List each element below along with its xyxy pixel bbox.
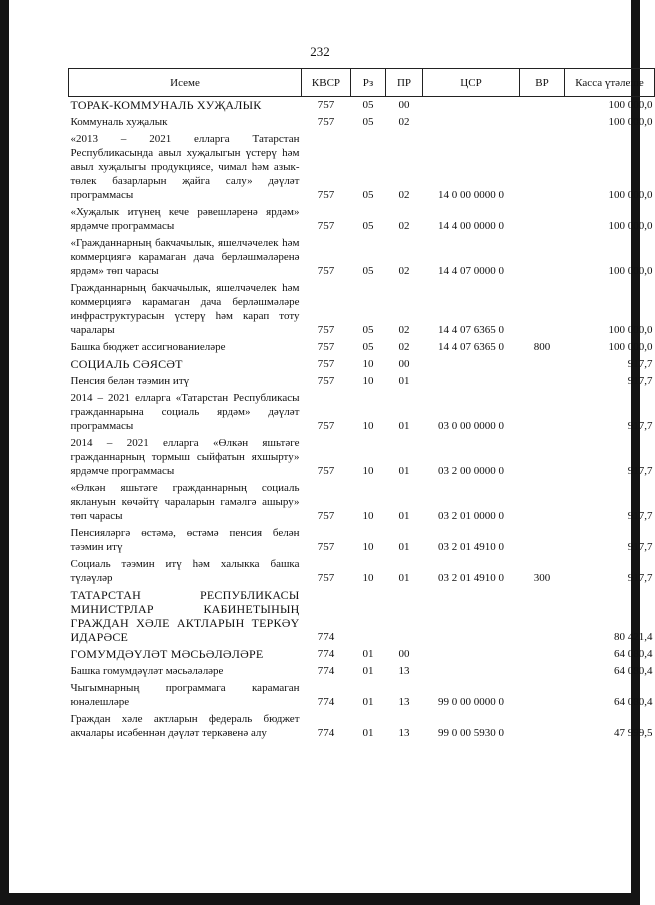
cell-rz: 05 [362, 220, 374, 232]
cell-kvsr: 757 [317, 265, 335, 277]
cell-pr: 01 [398, 465, 410, 477]
cell-rz: 10 [362, 358, 374, 370]
cell-sum: 80 421,4 [614, 631, 653, 643]
header-rz: Рз [351, 69, 386, 97]
page-number: 232 [310, 44, 330, 59]
cell-pr: 02 [398, 116, 410, 128]
cell-kvsr: 757 [317, 358, 335, 370]
cell-kvsr: 757 [317, 465, 335, 477]
cell-csr [423, 114, 520, 131]
cell-sum: 917,7 [627, 510, 653, 522]
cell-csr: 14 4 07 6365 0 [438, 324, 504, 336]
table-body [69, 97, 655, 743]
cell-vr [520, 235, 565, 280]
cell-sum: 47 999,5 [614, 727, 653, 739]
cell-rz [351, 587, 386, 646]
cell-name: Гражданнарның бакчачылык, яшелчәчелек һәм коммерциягә карамаган дача берләшмәләре инфраструктурасын үстерү һәм карап тоту чаралары [70, 282, 300, 336]
cell-rz: 10 [362, 375, 374, 387]
cell-name: ТАТАРСТАН РЕСПУБЛИКАСЫ МИНИСТРЛАР КАБИНЕТЫНЫҢ ГРАЖДАН ХӘЛЕ АКТЛАРЫН ТЕРКӘҮ ИДАРӘСЕ [70, 588, 300, 644]
cell-name: Граждан хәле актларын федераль бюджет акчалары исәбеннән дәүләт теркәвенә алу [70, 713, 300, 739]
cell-vr [520, 435, 565, 480]
cell-csr: 99 0 00 5930 0 [438, 727, 504, 739]
cell-kvsr: 757 [317, 324, 335, 336]
cell-kvsr: 757 [317, 99, 335, 111]
cell-sum: 917,7 [627, 420, 653, 432]
cell-pr: 02 [398, 189, 410, 201]
cell-pr: 02 [398, 324, 410, 336]
cell-vr [520, 525, 565, 556]
cell-pr: 01 [398, 572, 410, 584]
cell-vr [520, 131, 565, 204]
cell-kvsr: 757 [317, 341, 335, 353]
cell-kvsr: 757 [317, 189, 335, 201]
table-row [69, 339, 655, 356]
cell-name: ГОМУМДӘҮЛӘТ МӘСЬӘЛӘЛӘРЕ [70, 647, 264, 661]
cell-name: 2014 – 2021 елларга «Татарстан Республикасы гражданнарына социаль ярдәм» дәүләт программасы [70, 392, 300, 432]
table-row [69, 280, 655, 339]
cell-csr [423, 356, 520, 373]
table-row [69, 435, 655, 480]
cell-vr: 300 [533, 572, 551, 584]
cell-kvsr: 757 [317, 420, 335, 432]
cell-csr [423, 663, 520, 680]
cell-name: 2014 – 2021 елларга «Өлкән яшьтәге гражданнарның тормыш сыйфатын яхшырту» ярдәмче программасы [70, 437, 300, 477]
cell-csr [423, 646, 520, 663]
cell-kvsr: 774 [317, 696, 335, 708]
cell-csr: 03 2 01 4910 0 [438, 541, 504, 553]
cell-rz: 05 [362, 116, 374, 128]
cell-rz: 01 [362, 727, 374, 739]
cell-rz: 10 [362, 572, 374, 584]
cell-name: Коммуналь хуҗалык [70, 116, 168, 128]
cell-kvsr: 774 [317, 665, 335, 677]
table-row [69, 356, 655, 373]
cell-name: Чыгымнарның программага карамаган юнәлешләре [70, 682, 300, 708]
cell-sum: 917,7 [627, 541, 653, 553]
table-row [69, 663, 655, 680]
cell-name: Башка гомумдәүләт мәсьәләләре [70, 665, 224, 677]
cell-pr: 02 [398, 265, 410, 277]
cell-name: Пенсия белән тәэмин итү [70, 375, 190, 387]
cell-pr: 01 [398, 510, 410, 522]
table-row [69, 525, 655, 556]
cell-name: СОЦИАЛЬ СӘЯСӘТ [70, 357, 183, 371]
cell-pr [386, 587, 423, 646]
scan-border-left [0, 0, 9, 893]
cell-vr [520, 97, 565, 115]
scan-border-bottom [0, 893, 640, 905]
cell-pr: 02 [398, 220, 410, 232]
cell-csr: 03 2 01 0000 0 [438, 510, 504, 522]
cell-name: Башка бюджет ассигнованиеләре [70, 341, 226, 353]
cell-csr: 03 2 01 4910 0 [438, 572, 504, 584]
cell-pr: 00 [398, 358, 410, 370]
cell-csr [423, 373, 520, 390]
cell-rz: 01 [362, 648, 374, 660]
cell-vr [520, 373, 565, 390]
cell-vr [520, 587, 565, 646]
cell-kvsr: 774 [317, 631, 335, 643]
cell-sum: 917,7 [627, 358, 653, 370]
cell-csr [423, 587, 520, 646]
table-row [69, 556, 655, 587]
cell-kvsr: 774 [317, 727, 335, 739]
cell-vr [520, 204, 565, 235]
cell-kvsr: 774 [317, 648, 335, 660]
cell-vr [520, 711, 565, 742]
cell-sum: 100 000,0 [608, 265, 653, 277]
table-row [69, 204, 655, 235]
cell-vr [520, 480, 565, 525]
cell-kvsr: 757 [317, 541, 335, 553]
cell-pr: 13 [398, 665, 410, 677]
cell-rz: 10 [362, 541, 374, 553]
table-row [69, 646, 655, 663]
cell-rz: 01 [362, 665, 374, 677]
cell-csr: 14 4 07 0000 0 [438, 265, 504, 277]
table-header-row [69, 69, 655, 97]
cell-rz: 05 [362, 189, 374, 201]
cell-rz: 10 [362, 420, 374, 432]
cell-name: Социаль тәэмин итү һәм халыкка башка түләүләр [70, 558, 300, 584]
cell-pr: 00 [398, 99, 410, 111]
cell-pr: 02 [398, 341, 410, 353]
cell-name: Пенсияләргә өстәмә, өстәмә пенсия белән тәэмин итү [70, 527, 300, 553]
cell-sum: 917,7 [627, 572, 653, 584]
table-row [69, 711, 655, 742]
cell-name: «Хуҗалык итүнең кече рәвешләренә ярдәм» ярдәмче программасы [70, 206, 300, 232]
cell-sum: 64 080,4 [614, 648, 653, 660]
cell-pr: 01 [398, 420, 410, 432]
header-vr: ВР [520, 69, 565, 97]
cell-sum: 100 000,0 [608, 324, 653, 336]
header-csr: ЦСР [423, 69, 520, 97]
table-row [69, 235, 655, 280]
cell-sum: 100 000,0 [608, 220, 653, 232]
cell-vr [520, 390, 565, 435]
cell-rz: 05 [362, 99, 374, 111]
header-sum: Касса үтәлеше [565, 69, 655, 97]
cell-pr: 01 [398, 375, 410, 387]
cell-rz: 05 [362, 324, 374, 336]
table-row [69, 131, 655, 204]
cell-sum: 917,7 [627, 375, 653, 387]
cell-csr: 14 0 00 0000 0 [438, 189, 504, 201]
cell-kvsr: 757 [317, 510, 335, 522]
cell-sum: 100 000,0 [608, 116, 653, 128]
cell-sum: 100 000,0 [608, 189, 653, 201]
cell-rz: 10 [362, 510, 374, 522]
cell-vr [520, 114, 565, 131]
header-pr: ПР [386, 69, 423, 97]
budget-table [68, 68, 655, 742]
cell-csr: 03 0 00 0000 0 [438, 420, 504, 432]
cell-rz: 01 [362, 696, 374, 708]
cell-kvsr: 757 [317, 375, 335, 387]
cell-name: «2013 – 2021 елларга Татарстан Республикасында авыл хуҗалыгын үстерү һәм авыл хуҗалыгы продукциясе, чимал һәм азык-төлек базарларын җайга салу» дәүләт программасы [70, 133, 300, 201]
cell-kvsr: 757 [317, 116, 335, 128]
cell-csr: 14 4 07 6365 0 [438, 341, 504, 353]
cell-sum: 64 080,4 [614, 665, 653, 677]
cell-pr: 13 [398, 696, 410, 708]
cell-rz: 05 [362, 341, 374, 353]
cell-sum: 100 000,0 [608, 341, 653, 353]
table-row [69, 373, 655, 390]
table-row [69, 480, 655, 525]
cell-kvsr: 757 [317, 572, 335, 584]
header-name: Исеме [69, 69, 302, 97]
cell-pr: 13 [398, 727, 410, 739]
cell-vr: 800 [533, 341, 551, 353]
table-row [69, 97, 655, 115]
cell-vr [520, 663, 565, 680]
table-row [69, 587, 655, 646]
cell-csr [423, 97, 520, 115]
table-row [69, 680, 655, 711]
cell-name: «Өлкән яшьтәге гражданнарның социаль яклануын көчәйтү чараларын гамәлгә ашыру» төп чарасы [70, 482, 300, 522]
cell-pr: 00 [398, 648, 410, 660]
cell-rz: 10 [362, 465, 374, 477]
cell-kvsr: 757 [317, 220, 335, 232]
table-row [69, 114, 655, 131]
cell-name: ТОРАК-КОММУНАЛЬ ХУҖАЛЫК [70, 98, 262, 112]
cell-vr [520, 680, 565, 711]
cell-rz: 05 [362, 265, 374, 277]
table-row [69, 390, 655, 435]
cell-name: «Гражданнарның бакчачылык, яшелчәчелек һәм коммерциягә карамаган дача берләшмәләренә ярдәм» төп чарасы [70, 237, 300, 277]
cell-vr [520, 356, 565, 373]
cell-csr: 14 4 00 0000 0 [438, 220, 504, 232]
cell-sum: 64 080,4 [614, 696, 653, 708]
cell-pr: 01 [398, 541, 410, 553]
header-kvsr: КВСР [302, 69, 351, 97]
cell-vr [520, 280, 565, 339]
cell-csr: 03 2 00 0000 0 [438, 465, 504, 477]
cell-sum: 100 000,0 [608, 99, 653, 111]
cell-csr: 99 0 00 0000 0 [438, 696, 504, 708]
cell-sum: 917,7 [627, 465, 653, 477]
cell-vr [520, 646, 565, 663]
